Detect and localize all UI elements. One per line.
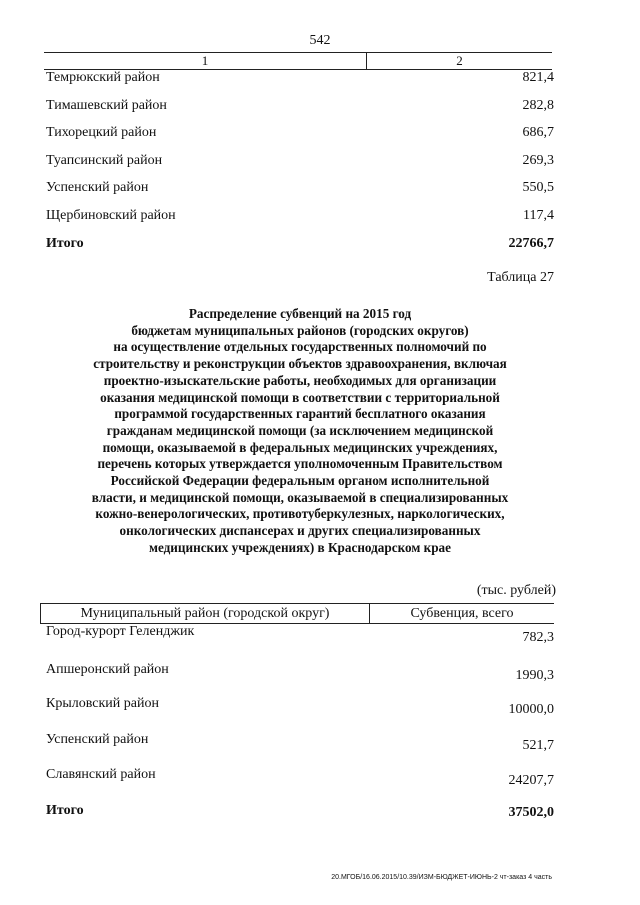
district-name: Успенский район (46, 732, 149, 747)
district-value: 117,4 (523, 208, 554, 223)
top-table-header-col-2: 2 (456, 53, 463, 68)
document-footer: 20.МГОБ/16.06.2015/10.39/ИЗМ-БЮДЖЕТ-ИЮНЬ-2 чт-заказ 4 часть (331, 874, 552, 881)
total-label: Итого (46, 236, 84, 251)
district-value: 550,5 (522, 180, 554, 195)
title-line: онкологических диспансерах и других специализированных (119, 523, 481, 539)
main-table-header (40, 603, 554, 624)
title-line: власти, и медицинской помощи, оказываемой в специализированных (91, 489, 509, 505)
title-line: оказания медицинской помощи в соответствии с территориальной (100, 389, 500, 405)
district-value: 686,7 (522, 125, 554, 140)
top-table-header-col-1: 1 (44, 53, 367, 69)
table-row (46, 70, 554, 90)
table-row (46, 767, 554, 787)
table-row (46, 732, 554, 752)
title-line: Российской Федерации федеральным органом исполнительной (110, 473, 490, 489)
district-name: Туапсинский район (46, 153, 163, 168)
table-label: Таблица 27 (487, 270, 554, 285)
title-line: помощи, оказываемой в федеральных медицинских учреждениях, (102, 439, 498, 455)
total-value: 22766,7 (508, 236, 554, 251)
district-name: Город-курорт Геленджик (46, 624, 195, 639)
table-row (46, 125, 554, 145)
total-label: Итого (46, 803, 84, 818)
title-line: бюджетам муниципальных районов (городских округов) (131, 322, 469, 338)
total-value: 37502,0 (508, 805, 554, 820)
district-name: Славянский район (46, 767, 156, 782)
title-line: кожно-венерологических, противотуберкулезных, наркологических, (95, 506, 505, 522)
title-line: Распределение субвенций на 2015 год (188, 306, 412, 321)
table-row (46, 624, 554, 644)
page-number: 542 (309, 33, 331, 48)
table-row (46, 180, 554, 200)
district-value: 10000,0 (508, 702, 554, 717)
district-value: 282,8 (522, 98, 554, 113)
district-name: Успенский район (46, 180, 149, 195)
district-value: 821,4 (522, 70, 554, 85)
table-row (46, 662, 554, 682)
district-value: 1990,3 (515, 668, 554, 683)
table-row (46, 696, 554, 716)
table-row (46, 98, 554, 118)
table-row (46, 208, 554, 228)
district-value: 521,7 (522, 738, 554, 753)
units-label: (тыс. рублей) (476, 583, 556, 598)
main-table-header-district: Муниципальный район (городской округ) (40, 604, 370, 623)
district-name: Тимашевский район (46, 98, 167, 113)
district-value: 24207,7 (508, 773, 554, 788)
table-row (46, 153, 554, 173)
district-name: Крыловский район (46, 696, 159, 711)
district-name: Щербиновский район (46, 208, 176, 223)
district-value: 269,3 (522, 153, 554, 168)
title-line: на осуществление отдельных государственных полномочий по (113, 339, 487, 355)
title-line: гражданам медицинской помощи (за исключением медицинской (106, 422, 494, 438)
district-value: 782,3 (522, 630, 554, 645)
district-name: Тихорецкий район (46, 125, 157, 140)
main-table-header-subvention: Субвенция, всего (410, 606, 514, 621)
title-line: программой государственных гарантий бесплатного оказания (114, 406, 486, 422)
district-name: Темрюкский район (46, 70, 160, 85)
title-line: строительству и реконструкции объектов здравоохранения, включая (93, 356, 507, 372)
title-line: перечень которых утверждается уполномоченным Правительством (97, 456, 503, 472)
total-row (46, 803, 554, 823)
top-table-header (44, 52, 552, 70)
table-title (60, 306, 540, 557)
title-line: медицинских учреждениях) в Краснодарском крае (148, 539, 452, 555)
district-name: Апшеронский район (46, 662, 169, 677)
title-line: проектно-изыскательские работы, необходимых для организации (103, 372, 497, 388)
total-row (46, 236, 554, 256)
